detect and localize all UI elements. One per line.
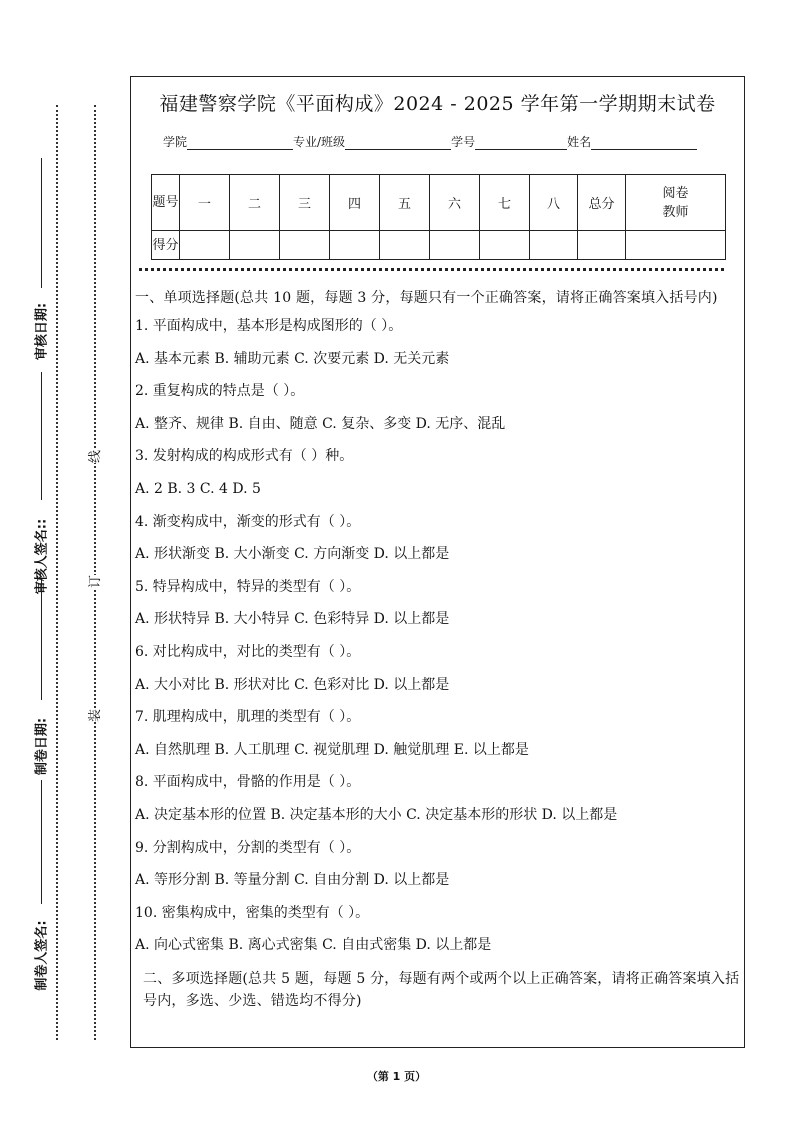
score-cell[interactable]	[530, 231, 578, 260]
question-options: A. 形状特异 B. 大小特异 C. 色彩特异 D. 以上都是	[135, 611, 450, 628]
question-options: A. 形状渐变 B. 大小渐变 C. 方向渐变 D. 以上都是	[135, 546, 450, 563]
score-cell[interactable]	[280, 231, 330, 260]
auditor-sign-label: 审核人签名::	[34, 518, 50, 595]
question-text: 8. 平面构成中，骨骼的作用是（ ）。	[135, 774, 361, 791]
student-id-blank[interactable]	[475, 135, 567, 150]
question-text: 9. 分割构成中，分割的类型有（ ）。	[135, 839, 361, 856]
score-cell[interactable]	[380, 231, 430, 260]
make-date-line	[41, 580, 42, 700]
question-options: A. 整齐、规律 B. 自由、随意 C. 复杂、多变 D. 无序、混乱	[135, 415, 506, 432]
name-label: 姓名	[567, 135, 592, 149]
question-text: 2. 重复构成的特点是（ ）。	[135, 383, 305, 400]
question-options: A. 向心式密集 B. 离心式密集 C. 自由式密集 D. 以上都是	[135, 937, 492, 954]
header-cell-6: 六	[430, 175, 480, 231]
college-blank[interactable]	[187, 135, 293, 150]
header-cell-2: 二	[230, 175, 280, 231]
score-table	[151, 174, 726, 260]
maker-sign-line	[41, 780, 42, 904]
exam-content	[135, 287, 741, 1012]
question-text: 4. 渐变构成中，渐变的形式有（ ）。	[135, 513, 361, 530]
header-cell-3: 三	[280, 175, 330, 231]
question-text: 5. 特异构成中，特异的类型有（ ）。	[135, 578, 361, 595]
score-cell[interactable]	[230, 231, 280, 260]
major-blank[interactable]	[345, 135, 451, 150]
header-cell-reviewer: 阅卷教师	[626, 175, 726, 231]
header-cell-1: 一	[180, 175, 230, 231]
header-cell-8: 八	[530, 175, 578, 231]
question-options: A. 大小对比 B. 形状对比 C. 色彩对比 D. 以上都是	[135, 676, 450, 693]
row-label-defen: 得分	[152, 231, 180, 260]
auditor-sign-line	[41, 372, 42, 500]
make-date-label: 制卷日期:	[34, 717, 50, 776]
separator-dotted-line	[139, 268, 724, 271]
exam-frame	[130, 76, 745, 1048]
section2-heading: 二、多项选择题(总共 5 题，每题 5 分，每题有两个或两个以上正确答案，请将正确答案填入括号内，多选、少选、错选均不得分)	[143, 971, 740, 1010]
audit-date-line	[41, 158, 42, 288]
score-value-row	[152, 231, 726, 260]
question-options: A. 自然肌理 B. 人工肌理 C. 视觉肌理 D. 触觉肌理 E. 以上都是	[135, 741, 529, 758]
question-text: 3. 发射构成的构成形式有（ ）种。	[135, 448, 354, 465]
question-text: 7. 肌理构成中，肌理的类型有（ ）。	[135, 709, 361, 726]
question-text: 6. 对比构成中，对比的类型有（ ）。	[135, 643, 361, 660]
major-label: 专业/班级	[293, 135, 346, 149]
score-cell-reviewer[interactable]	[626, 231, 726, 260]
question-options: A. 2 B. 3 C. 4 D. 5	[135, 480, 261, 497]
student-info-row	[163, 133, 697, 150]
question-list	[135, 315, 741, 956]
binding-dotted-line	[94, 105, 96, 1040]
score-cell[interactable]	[330, 231, 380, 260]
header-cell-5: 五	[380, 175, 430, 231]
binding-char-zhuang: 装	[84, 709, 103, 722]
exam-title: 福建警察学院《平面构成》2024 - 2025 学年第一学期期末试卷	[159, 93, 716, 115]
header-cell-4: 四	[330, 175, 380, 231]
score-cell[interactable]	[430, 231, 480, 260]
audit-date-label: 审核日期:	[34, 302, 50, 361]
question-text: 10. 密集构成中，密集的类型有（ ）。	[135, 904, 370, 921]
question-options: A. 基本元素 B. 辅助元素 C. 次要元素 D. 无关元素	[135, 350, 450, 367]
score-header-row	[152, 175, 726, 231]
score-cell-total[interactable]	[578, 231, 626, 260]
left-dotted-line	[56, 105, 58, 1040]
name-blank[interactable]	[591, 135, 697, 150]
question-options: A. 决定基本形的位置 B. 决定基本形的大小 C. 决定基本形的形状 D. 以上都是	[135, 806, 618, 823]
score-cell[interactable]	[480, 231, 530, 260]
question-text: 1. 平面构成中，基本形是构成图形的（ ）。	[135, 318, 403, 334]
college-label: 学院	[163, 135, 188, 149]
header-cell-7: 七	[480, 175, 530, 231]
question-options: A. 等形分割 B. 等量分割 C. 自由分割 D. 以上都是	[135, 872, 450, 889]
header-cell-total: 总分	[578, 175, 626, 231]
student-id-label: 学号	[451, 135, 476, 149]
maker-sign-label: 制卷人签名:	[34, 920, 50, 991]
header-cell-tihao: 题号	[152, 175, 180, 231]
binding-char-xian: 线	[84, 450, 103, 463]
page-number: （第 1 页）	[366, 1070, 427, 1083]
section1-heading: 一、单项选择题(总共 10 题，每题 3 分，每题只有一个正确答案，请将正确答案填入括号内)	[135, 290, 718, 306]
binding-char-ding: 订	[84, 575, 103, 588]
score-cell[interactable]	[180, 231, 230, 260]
